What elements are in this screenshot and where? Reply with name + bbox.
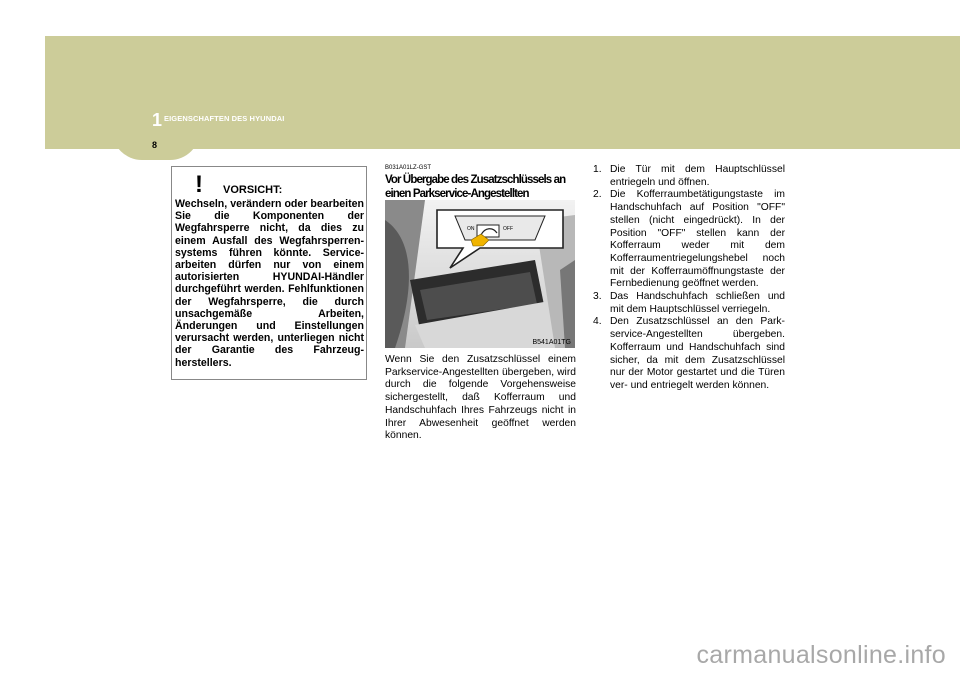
warning-title: VORSICHT: — [223, 184, 283, 196]
step-text: Die Kofferraumbetätigungstaste im Handschuhfach auf Position "OFF" stellen (nicht eingedrückt). In der Position "OFF" stellen kann der Kofferraum weder mit dem Kofferraumentriegelungshebel noch mit der Kofferraumöffnungstaste der Fernbedienung geöffnet werden. — [610, 189, 785, 290]
page-number: 8 — [152, 140, 158, 150]
steps-list — [593, 164, 785, 393]
list-item — [593, 164, 785, 189]
watermark: carmanualsonline.info — [696, 641, 946, 669]
glovebox-figure — [385, 200, 575, 348]
warning-body: Wechseln, verändern oder bearbeiten Sie die Komponenten der Wegfahrsperre nicht, da dies zu einem Ausfall des Wegfahrsperren-systems führen könnte. Service-arbeiten dürfen nur von einem autorisierten HYUNDAI-Händler durchgeführt werden. Fehlfunktionen der Wegfahrsperre, die durch unsachgemäße Arbeiten, Änderungen und Einstellungen verursacht werden, unterliegen nicht der Garantie des Fahrzeug-herstellers. — [175, 198, 364, 369]
step-number: 2. — [593, 189, 602, 201]
step-text: Den Zusatzschlüssel an den Park-service-Angestellten übergeben. Kofferraum und Handschuhfach sind sicher, da mit dem Zusatzschlüssel nur der Motor gestartet und die Türen ver- und entriegelt werden können. — [610, 316, 785, 391]
list-item — [593, 291, 785, 316]
section-code: B031A01LZ-GST — [385, 165, 432, 171]
switch-on-label: ON — [467, 226, 475, 232]
glovebox-illustration — [385, 200, 575, 348]
switch-off-label: OFF — [503, 226, 513, 232]
step-text: Die Tür mit dem Hauptschlüssel entriegeln und öffnen. — [610, 164, 785, 188]
list-item — [593, 316, 785, 392]
chapter-title: EIGENSCHAFTEN DES HYUNDAI — [164, 114, 285, 123]
figure-label: B541A01TG — [532, 339, 571, 346]
chapter-number: 1 — [152, 110, 163, 130]
step-number: 4. — [593, 316, 602, 328]
step-number: 1. — [593, 164, 602, 175]
step-text: Das Handschuhfach schließen und mit dem Hauptschlüssel verriegeln. — [610, 291, 785, 315]
step-number: 3. — [593, 291, 602, 303]
section-title: Vor Übergabe des Zusatzschlüssels an einen Parkservice-Angestellten — [385, 174, 566, 200]
list-item — [593, 189, 785, 291]
warning-triangle-icon — [183, 169, 215, 197]
section-body: Wenn Sie den Zusatzschlüssel einem Parkservice-Angestellten übergeben, wird durch die folgende Vorgehensweise sichergestellt, daß Kofferraum und Handschuhfach Ihres Fahrzeugs nicht in Ihrer Abwesenheit geöffnet werden können. — [385, 354, 576, 442]
svg-text:!: ! — [195, 171, 203, 197]
